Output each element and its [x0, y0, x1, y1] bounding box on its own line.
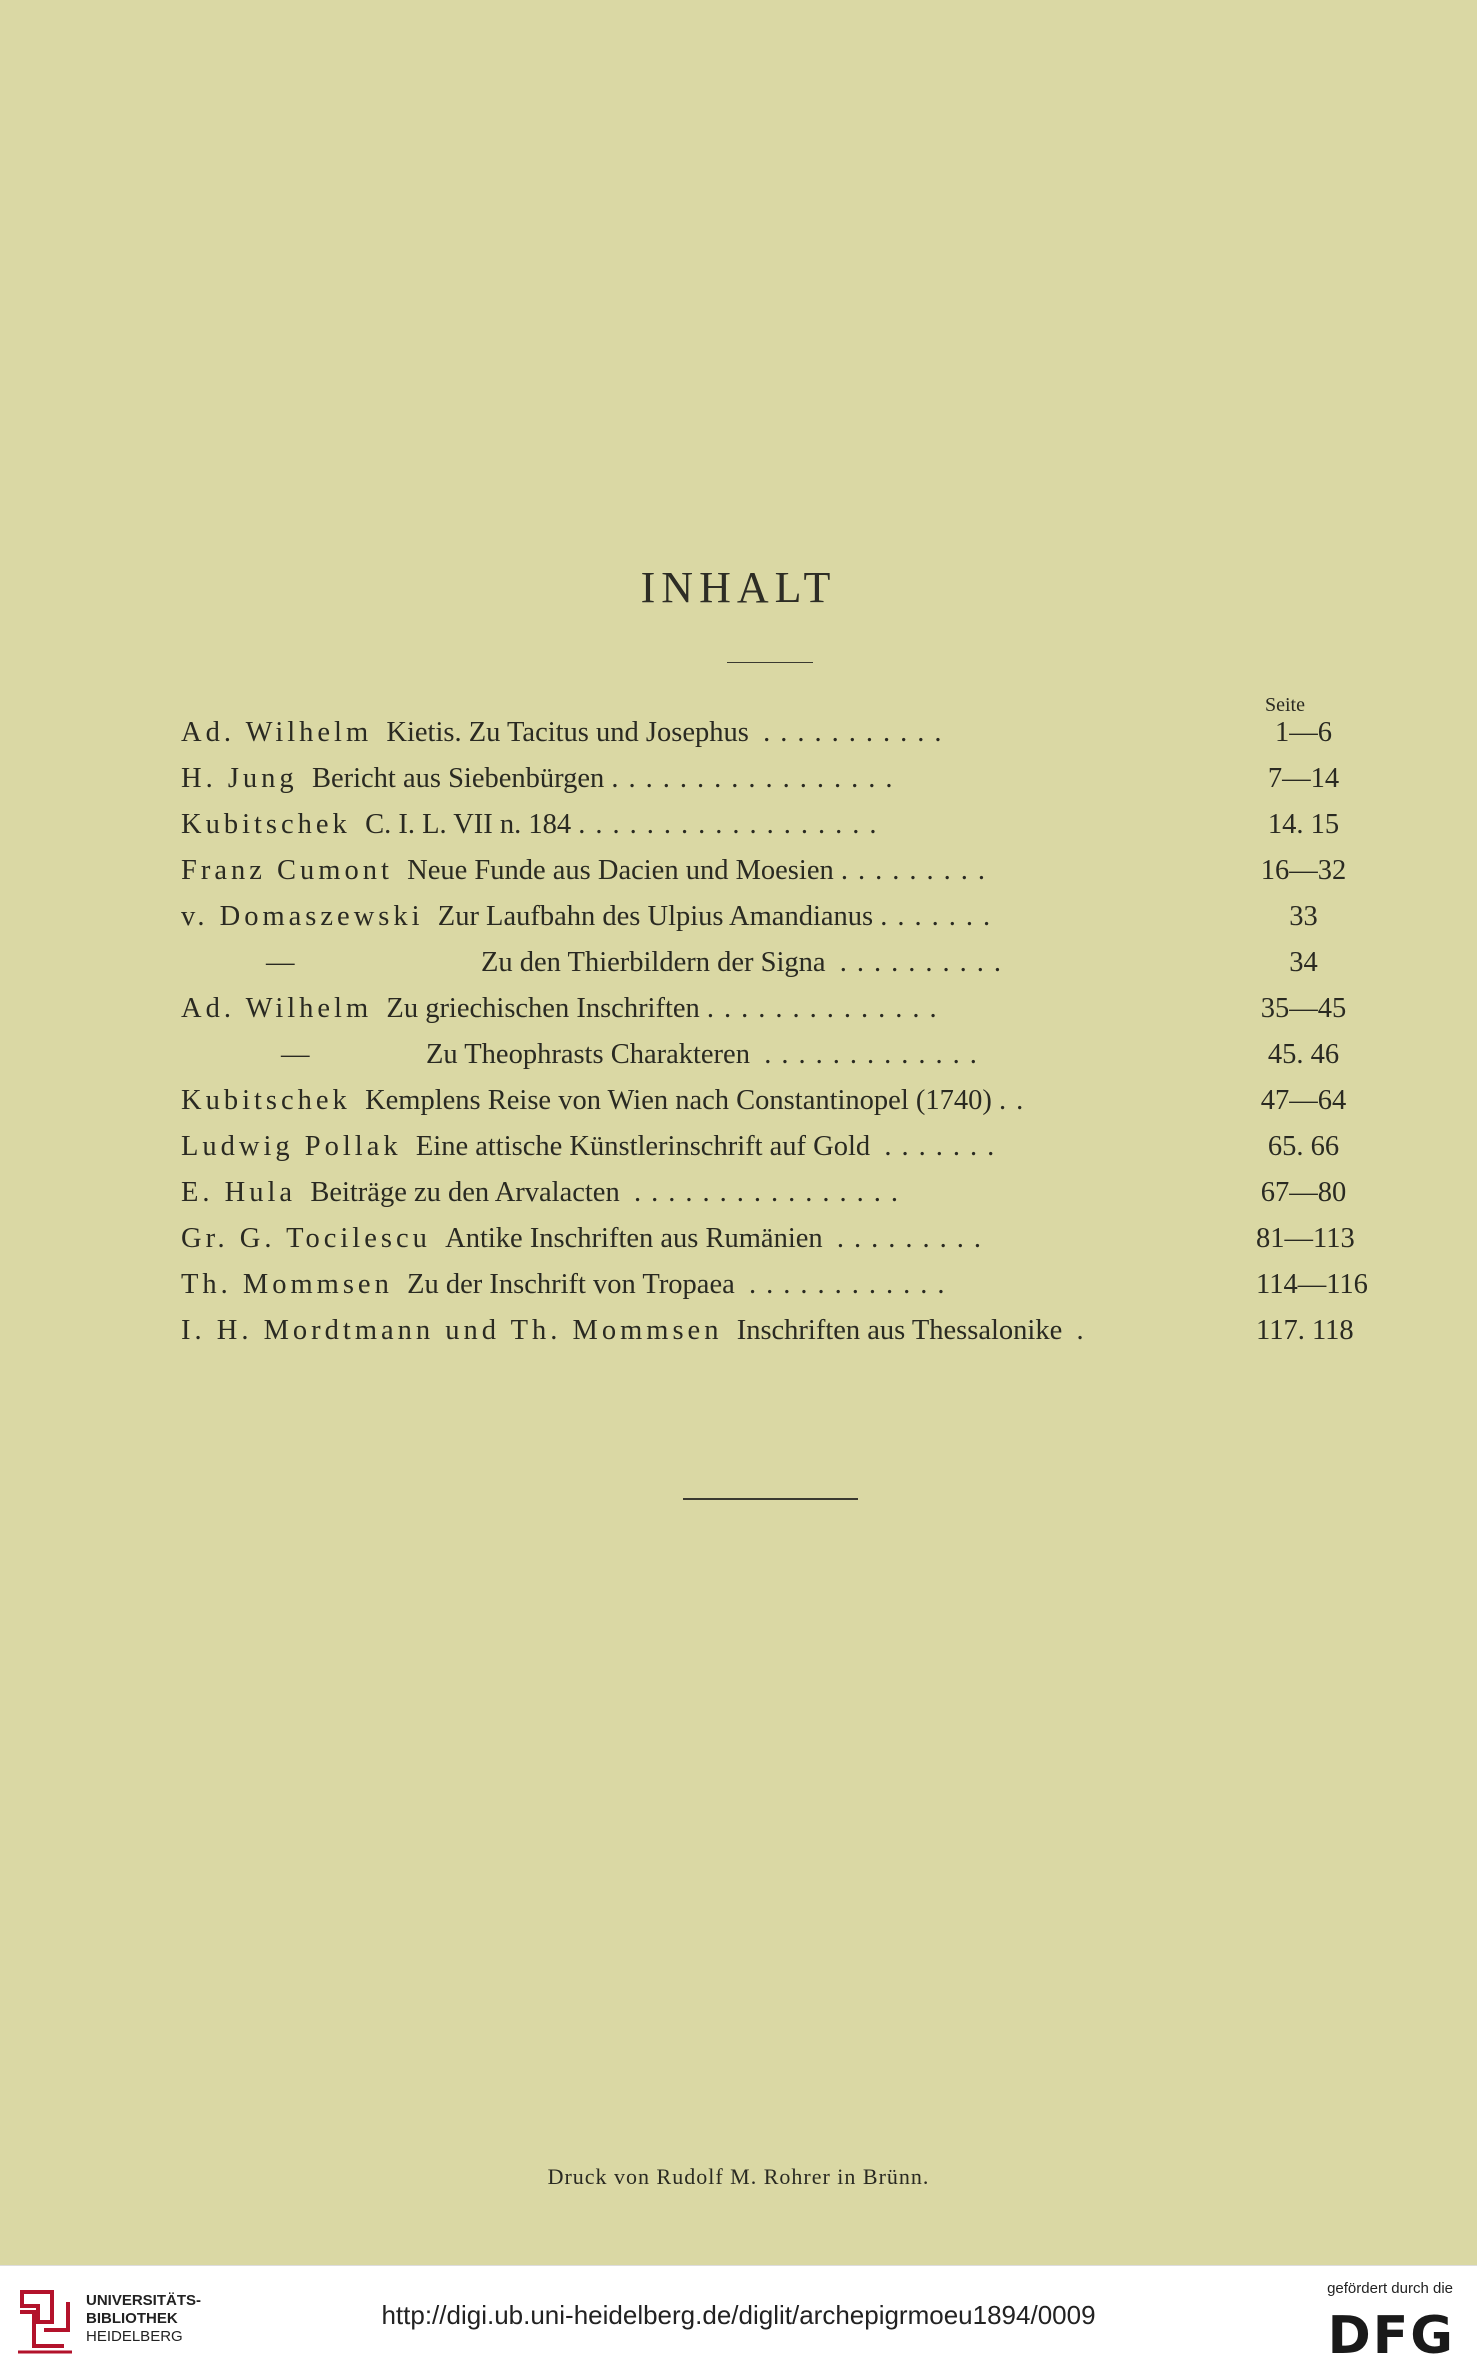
library-line-1: UNIVERSITÄTS- — [86, 2292, 202, 2309]
toc-author: Kubitschek — [181, 809, 351, 840]
toc-pages: 81—113 — [1256, 1223, 1355, 1254]
toc-entry — [181, 717, 1351, 763]
toc-pages: 34 — [1289, 947, 1318, 978]
toc-entry — [181, 763, 1351, 809]
toc-title: Inschriften aus Thessalonike — [736, 1315, 1063, 1346]
toc-dots: .......... — [839, 947, 1012, 978]
toc-pages: 65. 66 — [1267, 1131, 1340, 1162]
toc-entry — [181, 1085, 1351, 1131]
toc-dots: ......... — [840, 855, 995, 886]
toc-entry — [181, 1131, 1351, 1177]
toc-author: Th. Mommsen — [181, 1269, 393, 1300]
toc-dots: ........... — [763, 717, 952, 748]
toc-author: Franz Cumont — [181, 855, 393, 886]
toc-entry — [181, 1315, 1354, 1361]
library-line-3: HEIDELBERG — [86, 2328, 183, 2345]
toc-entry — [181, 947, 1351, 993]
toc-title: Zu Theophrasts Charakteren — [426, 1039, 750, 1070]
toc-entry — [181, 855, 1351, 901]
toc-pages: 33 — [1289, 901, 1318, 932]
toc-author: — — [266, 947, 295, 978]
toc-title: Zur Laufbahn des Ulpius Amandianus — [437, 901, 874, 932]
toc-title: Zu den Thierbildern der Signa — [481, 947, 826, 978]
toc-pages: 7—14 — [1267, 763, 1340, 794]
toc-dots: ....... — [880, 901, 1001, 932]
toc-author: — — [281, 1039, 310, 1070]
toc-title: Antike Inschriften aus Rumänien — [445, 1223, 823, 1254]
toc-title: Beiträge zu den Arvalacten — [310, 1177, 620, 1208]
toc-author: H. Jung — [181, 763, 298, 794]
toc-pages: 114—116 — [1256, 1269, 1368, 1300]
toc-pages: 14. 15 — [1267, 809, 1340, 840]
toc-title: Bericht aus Siebenbürgen — [311, 763, 605, 794]
toc-entry — [181, 1177, 1351, 1223]
toc-dots: .. — [998, 1085, 1034, 1116]
toc-pages: 117. 118 — [1256, 1315, 1354, 1346]
toc-pages: 1—6 — [1275, 717, 1332, 748]
toc-entry — [181, 901, 1351, 947]
toc-author: E. Hula — [181, 1177, 297, 1208]
toc-title: Eine attische Künstlerinschrift auf Gold — [415, 1131, 871, 1162]
toc-entry — [181, 1269, 1368, 1315]
toc-entry — [181, 993, 1351, 1039]
toc-dots: ............ — [749, 1269, 955, 1300]
toc-dots: .............. — [706, 993, 947, 1024]
toc-pages: 45. 46 — [1267, 1039, 1340, 1070]
toc-author: Gr. G. Tocilescu — [181, 1223, 431, 1254]
toc-author: Ludwig Pollak — [181, 1131, 402, 1162]
toc-title: Neue Funde aus Dacien und Moesien — [407, 855, 834, 886]
toc-title: Zu der Inschrift von Tropaea — [407, 1269, 735, 1300]
toc-author: Ad. Wilhelm — [181, 717, 373, 748]
toc-title: Zu griechischen Inschriften — [386, 993, 700, 1024]
toc-dots: .................. — [578, 809, 887, 840]
title-rule — [727, 662, 813, 663]
toc-title: Kietis. Zu Tacitus und Josephus — [386, 717, 749, 748]
toc-title: Kemplens Reise von Wien nach Constantinopel (1740) — [365, 1085, 992, 1116]
toc-entry — [181, 809, 1351, 855]
closing-rule — [683, 1498, 858, 1500]
toc-author: v. Domaszewski — [181, 901, 424, 932]
toc-author: Ad. Wilhelm — [181, 993, 373, 1024]
sponsor-label: gefördert durch die — [1327, 2280, 1453, 2297]
toc-dots: ................. — [611, 763, 903, 794]
toc-pages: 47—64 — [1260, 1085, 1347, 1116]
toc-entry — [181, 1223, 1355, 1269]
toc-author: Kubitschek — [181, 1085, 351, 1116]
library-line-2: BIBLIOTHEK — [86, 2310, 178, 2327]
printer-note: Druck von Rudolf M. Rohrer in Brünn. — [547, 2164, 930, 2189]
toc-author: I. H. Mordtmann und Th. Mommsen — [181, 1315, 723, 1346]
seite-label: Seite — [1265, 694, 1305, 716]
toc-dots: . — [1076, 1315, 1094, 1346]
toc-pages: 16—32 — [1260, 855, 1347, 886]
toc-dots: ......... — [836, 1223, 992, 1254]
digitization-banner — [0, 2265, 1477, 2373]
page-title: INHALT — [640, 563, 837, 612]
toc-pages: 67—80 — [1260, 1177, 1347, 1208]
permalink-url[interactable]: http://digi.ub.uni-heidelberg.de/diglit/archepigrmoeu1894/0009 — [381, 2300, 1096, 2330]
toc-dots: ....... — [884, 1131, 1005, 1162]
toc-pages: 35—45 — [1260, 993, 1347, 1024]
toc-dots: ............. — [764, 1039, 987, 1070]
dfg-logo: DFG — [1327, 2306, 1455, 2366]
toc-title: C. I. L. VII n. 184 — [365, 809, 572, 840]
toc-entry — [181, 1039, 1351, 1085]
toc-dots: ................ — [633, 1177, 908, 1208]
